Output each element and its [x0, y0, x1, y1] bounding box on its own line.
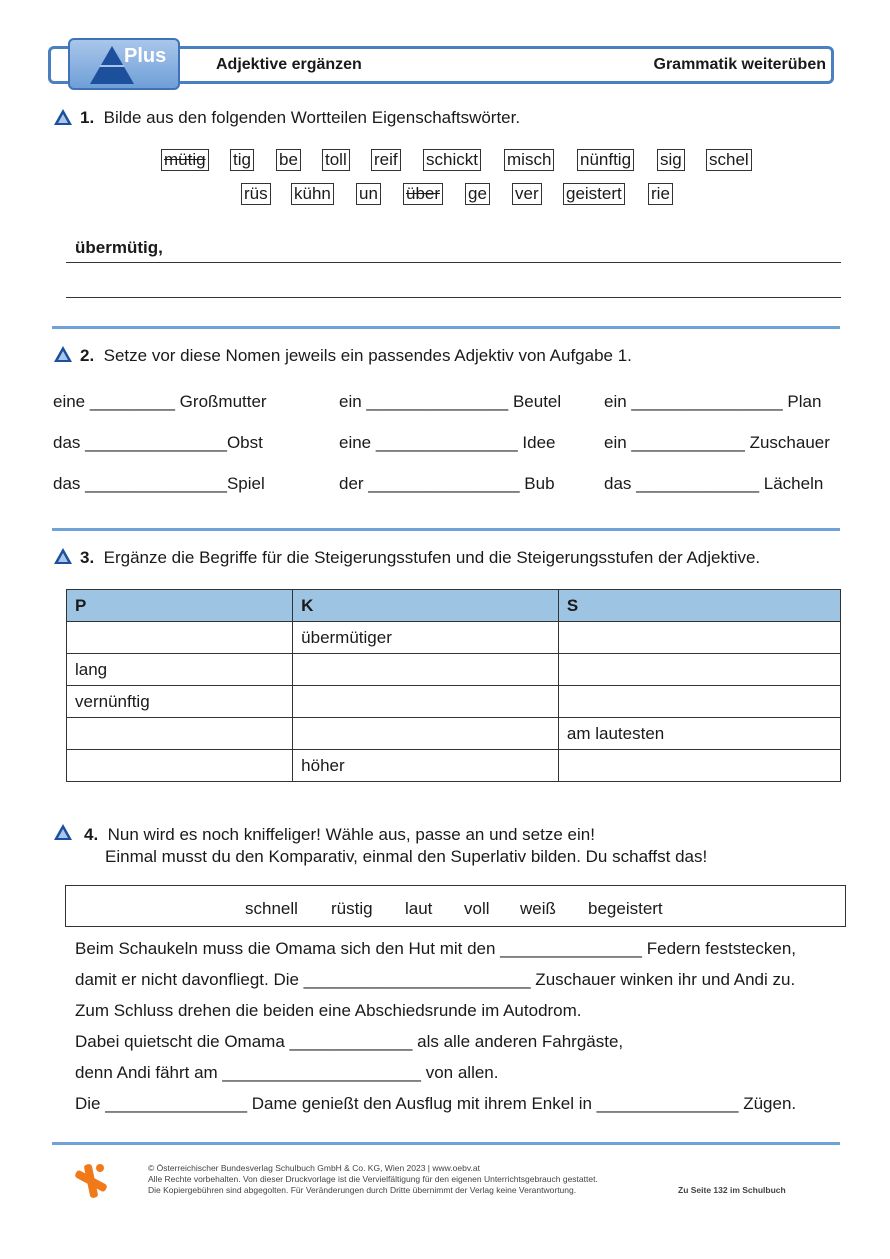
- table-row: [67, 718, 841, 750]
- table-cell[interactable]: [558, 622, 840, 654]
- word-parts-row1: [0, 149, 890, 171]
- table-row: [67, 686, 841, 718]
- answer-line[interactable]: [66, 297, 841, 298]
- word-part: geistert: [563, 183, 625, 205]
- word-part: be: [276, 149, 301, 171]
- table-cell[interactable]: [293, 718, 559, 750]
- word-part: ver: [512, 183, 542, 205]
- task3-number: 3.: [80, 548, 95, 567]
- cloze-sentence[interactable]: damit er nicht davonfliegt. Die ________________________ Zuschauer winken ihr und Andi zu.: [75, 970, 796, 989]
- table-cell: lang: [67, 654, 293, 686]
- section-divider: [52, 528, 840, 531]
- cloze-sentence[interactable]: denn Andi fährt am _____________________ von allen.: [75, 1063, 499, 1082]
- task2-text: Setze vor diese Nomen jeweils ein passendes Adjektiv von Aufgabe 1.: [103, 346, 632, 365]
- noun-blank[interactable]: ein _______________ Beutel: [339, 392, 562, 411]
- task4-line2: Einmal musst du den Komparativ, einmal den Superlativ bilden. Du schaffst das!: [105, 847, 708, 866]
- task-triangle-icon: [53, 345, 73, 363]
- word-part: nünftig: [577, 149, 634, 171]
- table-cell: am lautesten: [558, 718, 840, 750]
- word-part: misch: [504, 149, 554, 171]
- noun-blank[interactable]: das _______________Obst: [53, 433, 263, 452]
- noun-blank[interactable]: ein ____________ Zuschauer: [604, 433, 830, 452]
- task-triangle-icon: [53, 108, 73, 126]
- word-bank-item: weiß: [520, 899, 556, 918]
- word-part: mütig: [161, 149, 209, 171]
- table-row: [67, 750, 841, 782]
- section-divider: [52, 1142, 840, 1145]
- header-superlativ: S: [558, 590, 840, 622]
- word-part: toll: [322, 149, 350, 171]
- section-divider: [52, 326, 840, 329]
- table-cell[interactable]: [67, 718, 293, 750]
- table-row: [67, 654, 841, 686]
- task1-instruction: [80, 108, 520, 128]
- word-bank-item: rüstig: [331, 899, 373, 918]
- table-header-row: [67, 590, 841, 622]
- table-cell: vernünftig: [67, 686, 293, 718]
- table-cell[interactable]: [67, 622, 293, 654]
- task2-instruction: [80, 346, 632, 366]
- comparison-table: [66, 589, 841, 782]
- word-part: über: [403, 183, 443, 205]
- table-cell: übermütiger: [293, 622, 559, 654]
- copyright-line: Alle Rechte vorbehalten. Von dieser Druckvorlage ist die Vervielfältigung für den eigenen Unterrichtsgebrauch gestattet.: [148, 1174, 598, 1184]
- header-komparativ: K: [293, 590, 559, 622]
- page-title: Adjektive ergänzen: [216, 56, 362, 73]
- answer-line[interactable]: [66, 262, 841, 263]
- noun-blank[interactable]: eine _________ Großmutter: [53, 392, 267, 411]
- publisher-logo-icon: [72, 1162, 110, 1200]
- table-cell: höher: [293, 750, 559, 782]
- logo-text: Plus: [124, 45, 167, 67]
- word-part: ge: [465, 183, 490, 205]
- word-part: un: [356, 183, 381, 205]
- noun-blank[interactable]: eine _______________ Idee: [339, 433, 556, 452]
- noun-blank[interactable]: ein ________________ Plan: [604, 392, 822, 411]
- cloze-sentence[interactable]: Dabei quietscht die Omama _____________ als alle anderen Fahrgäste,: [75, 1032, 624, 1051]
- example-answer: übermütig,: [75, 238, 163, 257]
- word-part: schel: [706, 149, 752, 171]
- word-part: schickt: [423, 149, 481, 171]
- task-triangle-icon: [53, 547, 73, 565]
- copyright-line: Die Kopiergebühren sind abgegolten. Für Veränderungen durch Dritte übernimmt der Verlag keine Verantwortung.: [148, 1185, 577, 1195]
- word-part: reif: [371, 149, 401, 171]
- copyright-line: © Österreichischer Bundesverlag Schulbuch GmbH & Co. KG, Wien 2023 | www.oebv.at: [148, 1163, 480, 1173]
- header-positiv: P: [67, 590, 293, 622]
- task4-number: 4.: [84, 825, 99, 844]
- table-cell[interactable]: [558, 750, 840, 782]
- word-part: tig: [230, 149, 254, 171]
- word-part: rüs: [241, 183, 271, 205]
- word-bank-item: voll: [464, 899, 490, 918]
- table-cell[interactable]: [558, 654, 840, 686]
- task1-text: Bilde aus den folgenden Wortteilen Eigenschaftswörter.: [103, 108, 521, 127]
- word-bank-item: begeistert: [588, 899, 663, 918]
- task1-number: 1.: [80, 108, 95, 127]
- word-part: sig: [657, 149, 685, 171]
- word-part: kühn: [291, 183, 334, 205]
- task4-line1: Nun wird es noch kniffeliger! Wähle aus, passe an und setze ein!: [107, 825, 595, 844]
- table-cell[interactable]: [558, 686, 840, 718]
- task2-number: 2.: [80, 346, 95, 365]
- noun-blank[interactable]: das _______________Spiel: [53, 474, 265, 493]
- task4-instruction: [84, 824, 707, 868]
- cloze-sentence[interactable]: Beim Schaukeln muss die Omama sich den Hut mit den _______________ Federn feststecken,: [75, 939, 797, 958]
- word-part: rie: [648, 183, 673, 205]
- copyright-notice: [148, 1163, 598, 1196]
- word-parts-row2: [0, 183, 890, 205]
- page-reference: Zu Seite 132 im Schulbuch: [678, 1185, 786, 1195]
- table-row: [67, 622, 841, 654]
- noun-blank[interactable]: das _____________ Lächeln: [604, 474, 824, 493]
- cloze-sentence: Zum Schluss drehen die beiden eine Abschiedsrunde im Autodrom.: [75, 1001, 582, 1020]
- table-cell[interactable]: [293, 686, 559, 718]
- noun-blank[interactable]: der ________________ Bub: [339, 474, 555, 493]
- table-cell[interactable]: [67, 750, 293, 782]
- cloze-sentence[interactable]: Die _______________ Dame genießt den Ausflug mit ihrem Enkel in _______________ Zügen.: [75, 1094, 797, 1113]
- table-cell[interactable]: [293, 654, 559, 686]
- task-triangle-icon: [53, 823, 73, 841]
- header-category: Grammatik weiterüben: [653, 56, 826, 73]
- word-bank-item: laut: [405, 899, 433, 918]
- word-bank-item: schnell: [245, 899, 298, 918]
- task3-text: Ergänze die Begriffe für die Steigerungsstufen und die Steigerungsstufen der Adjektive.: [103, 548, 761, 567]
- word-bank: [65, 885, 846, 927]
- task3-instruction: [80, 548, 760, 568]
